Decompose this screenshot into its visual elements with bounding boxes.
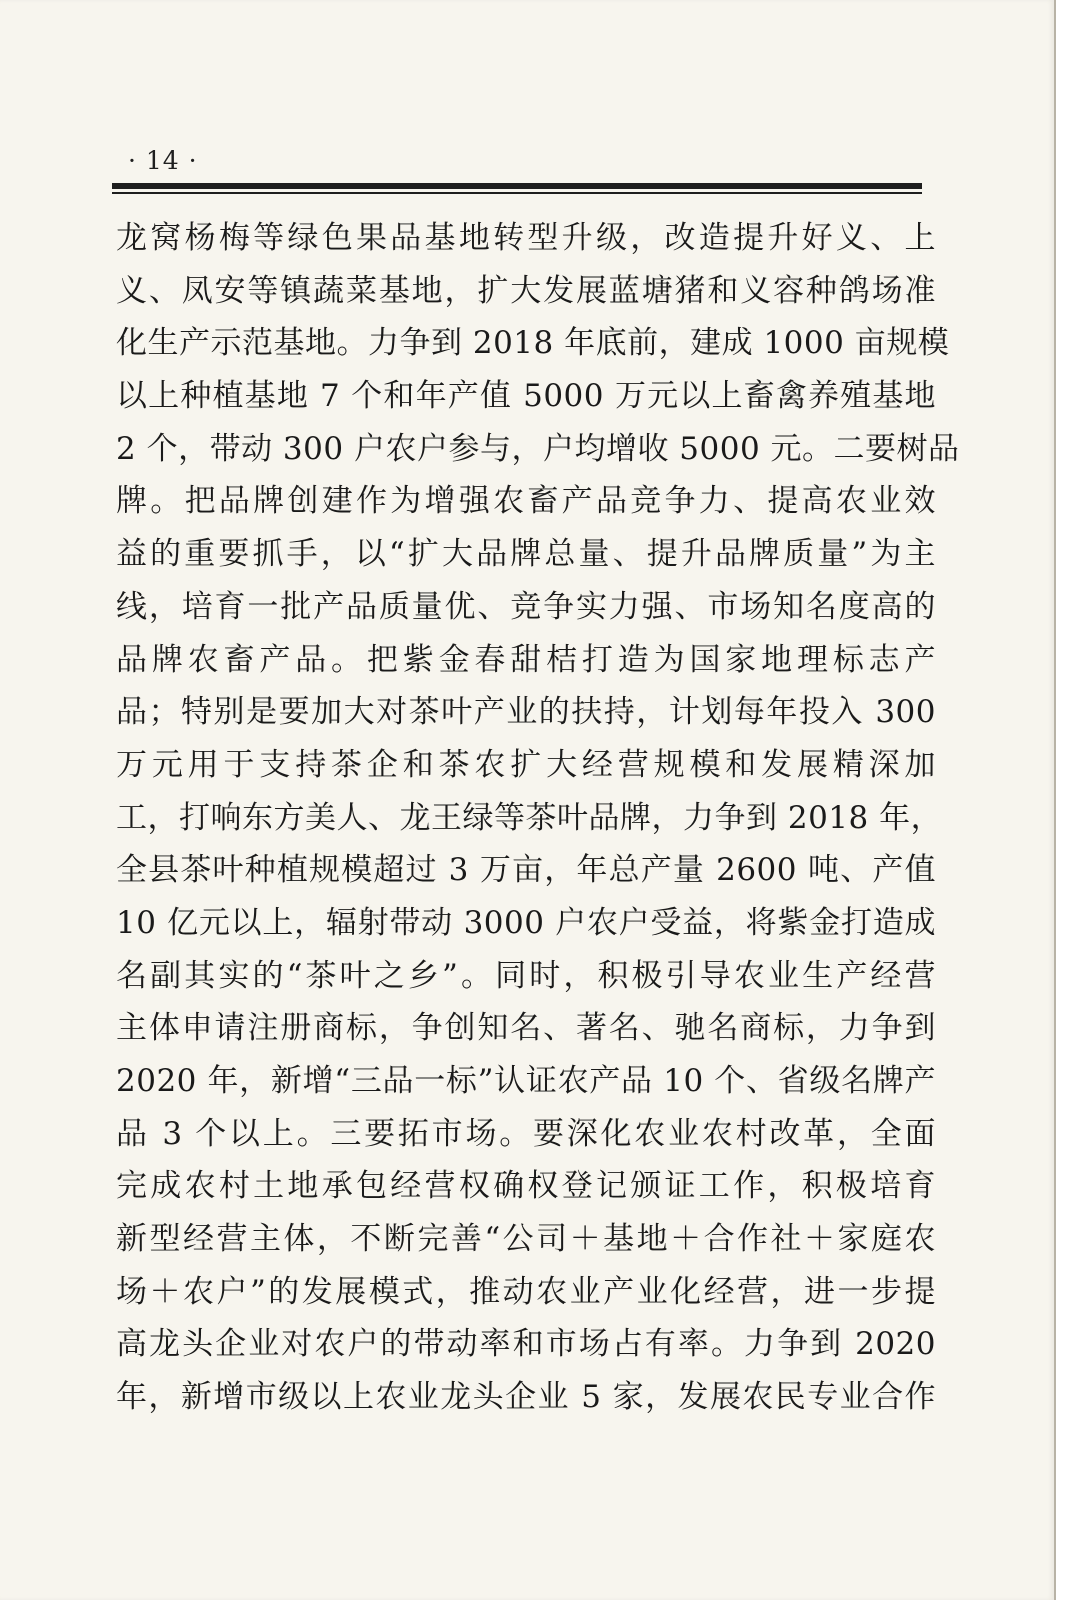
text-line: 新型经营主体，不断完善“公司＋基地＋合作社＋家庭农: [116, 1221, 936, 1258]
text-line: 以上种植基地 7 个和年产值 5000 万元以上畜禽养殖基地: [116, 378, 936, 415]
page-number: · 14 ·: [128, 146, 198, 175]
text-line: 2 个，带动 300 户农户参与，户均增收 5000 元。二要树品: [116, 430, 960, 467]
text-line: 高龙头企业对农户的带动率和市场占有率。力争到 2020: [116, 1326, 936, 1363]
text-line: 品 3 个以上。三要拓市场。要深化农业农村改革，全面: [116, 1115, 936, 1152]
text-line: 品牌农畜产品。把紫金春甜桔打造为国家地理标志产: [116, 641, 936, 678]
text-line: 完成农村土地承包经营权确权登记颁证工作，积极培育: [116, 1168, 936, 1205]
text-line: 全县茶叶种植规模超过 3 万亩，年总产量 2600 吨、产值: [116, 852, 936, 889]
text-line: 义、凤安等镇蔬菜基地，扩大发展蓝塘猪和义容种鸽场准: [116, 272, 936, 309]
text-line: 10 亿元以上，辐射带动 3000 户农户受益，将紫金打造成: [116, 904, 936, 941]
scan-edge: [1056, 0, 1075, 1600]
text-line: 工，打响东方美人、龙王绿等茶叶品牌，力争到 2018 年，: [116, 799, 943, 836]
text-line: 2020 年，新增“三品一标”认证农产品 10 个、省级名牌产: [116, 1063, 936, 1099]
text-line: 益的重要抓手，以“扩大品牌总量、提升品牌质量”为主: [116, 536, 936, 573]
text-line: 龙窝杨梅等绿色果品基地转型升级，改造提升好义、上: [116, 220, 936, 256]
text-line: 主体申请注册商标，争创知名、著名、驰名商标，力争到: [116, 1010, 936, 1047]
body-text: [116, 212, 960, 1424]
header-rule-thick: [112, 183, 922, 189]
text-line: 化生产示范基地。力争到 2018 年底前，建成 1000 亩规模: [116, 325, 950, 362]
text-line: 万元用于支持茶企和茶农扩大经营规模和发展精深加: [116, 746, 936, 783]
text-line: 线，培育一批产品质量优、竞争实力强、市场知名度高的: [116, 588, 936, 625]
text-line: 年，新增市级以上农业龙头企业 5 家，发展农民专业合作: [116, 1379, 936, 1416]
text-line: 名副其实的“茶叶之乡”。同时，积极引导农业生产经营: [116, 957, 936, 994]
header-rule-thin: [112, 192, 922, 194]
text-line: 品；特别是要加大对茶叶产业的扶持，计划每年投入 300: [116, 694, 936, 731]
text-line: 场＋农户”的发展模式，推动农业产业化经营，进一步提: [116, 1273, 936, 1310]
text-line: 牌。把品牌创建作为增强农畜产品竞争力、提高农业效: [116, 483, 936, 520]
